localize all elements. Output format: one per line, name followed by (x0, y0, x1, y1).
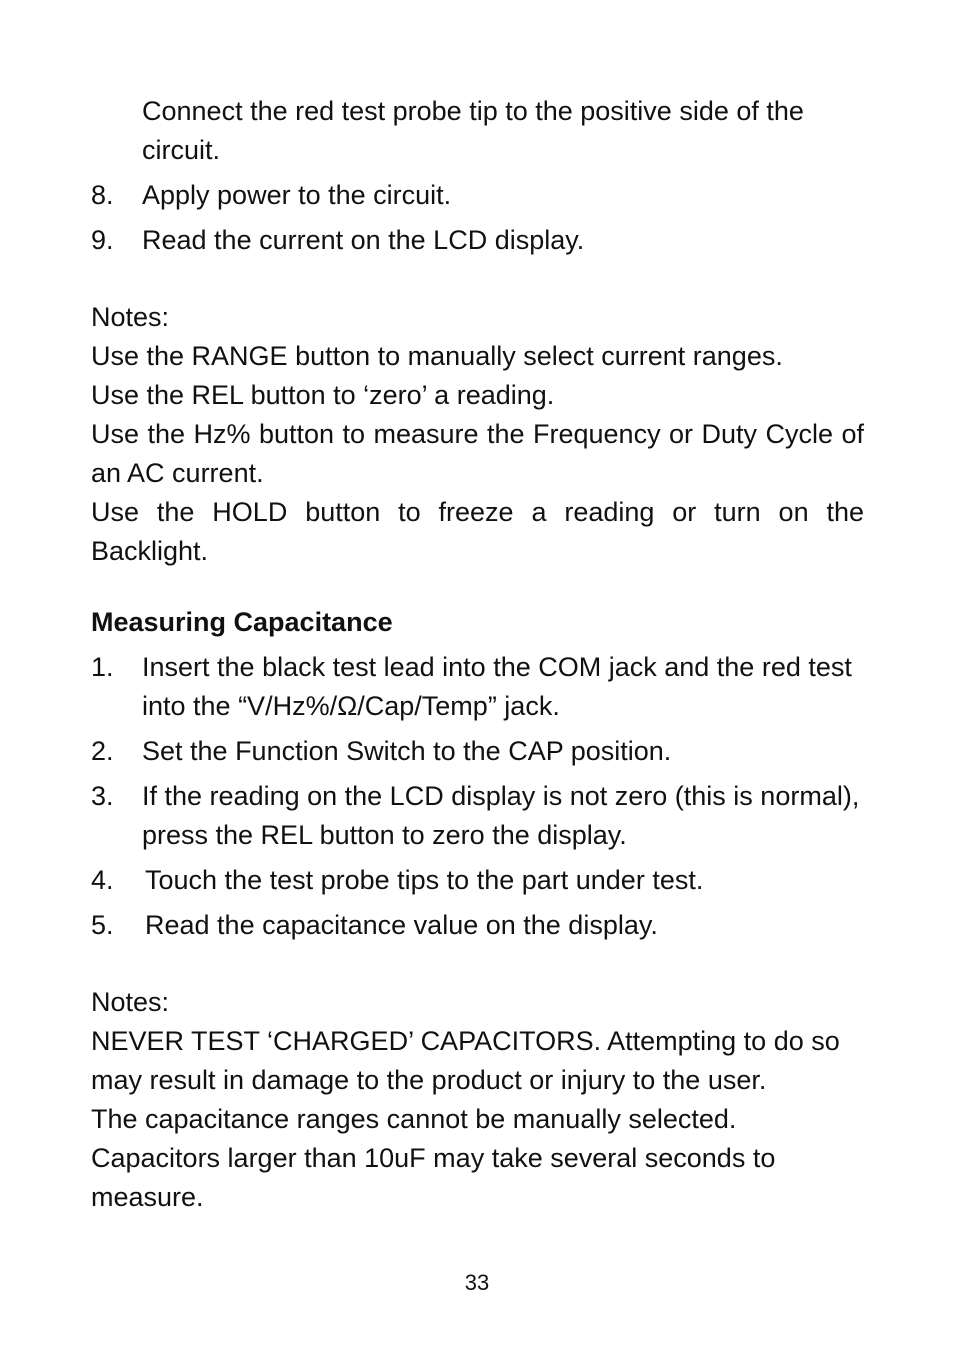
step-continuation: Connect the red test probe tip to the positive side of the circuit. (142, 96, 804, 165)
list-item (91, 176, 864, 215)
step-text: Insert the black test lead into the COM jack and the red test into the “V/Hz%/Ω/Cap/Temp” jack. (142, 652, 852, 721)
step-number: 9. (91, 225, 114, 255)
step-number: 3. (91, 781, 114, 811)
page-number: 33 (464, 1270, 490, 1295)
section-heading: Measuring Capacitance (91, 607, 393, 637)
note-text: Use the Hz% button to measure the Frequency or Duty Cycle of an AC current. (91, 419, 864, 488)
spacer (91, 571, 864, 603)
list-item (91, 861, 864, 900)
note-text: The capacitance ranges cannot be manually selected. (91, 1104, 737, 1134)
note-text: Use the RANGE button to manually select current ranges. (91, 341, 783, 371)
manual-page (91, 92, 864, 1217)
note-text: NEVER TEST ‘CHARGED’ CAPACITORS. Attempting to do so may result in damage to the product or injury to the user. (91, 1026, 840, 1095)
notes-label: Notes: (91, 302, 170, 332)
step-text: Set the Function Switch to the CAP position. (142, 736, 672, 766)
step-number: 2. (91, 736, 114, 766)
note-text: Use the REL button to ‘zero’ a reading. (91, 380, 555, 410)
step-number: 1. (91, 652, 114, 682)
step-text: Touch the test probe tips to the part under test. (145, 865, 704, 895)
notes-label: Notes: (91, 987, 170, 1017)
step-text: Read the capacitance value on the display. (145, 910, 658, 940)
list-item (91, 777, 864, 855)
list-item (91, 906, 864, 945)
note-text: Capacitors larger than 10uF may take several seconds to measure. (91, 1143, 776, 1212)
step-text: If the reading on the LCD display is not zero (this is normal), press the REL button to zero the display. (142, 781, 860, 850)
spacer (91, 266, 864, 298)
step-text: Apply power to the circuit. (142, 180, 452, 210)
spacer (91, 951, 864, 983)
list-item (91, 648, 864, 726)
list-item (91, 221, 864, 260)
list-item (91, 732, 864, 771)
note-text: Use the HOLD button to freeze a reading or turn on the Backlight. (91, 497, 864, 566)
step-text: Read the current on the LCD display. (142, 225, 585, 255)
step-number: 8. (91, 180, 114, 210)
step-number: 4. (91, 865, 114, 895)
step-number: 5. (91, 910, 114, 940)
